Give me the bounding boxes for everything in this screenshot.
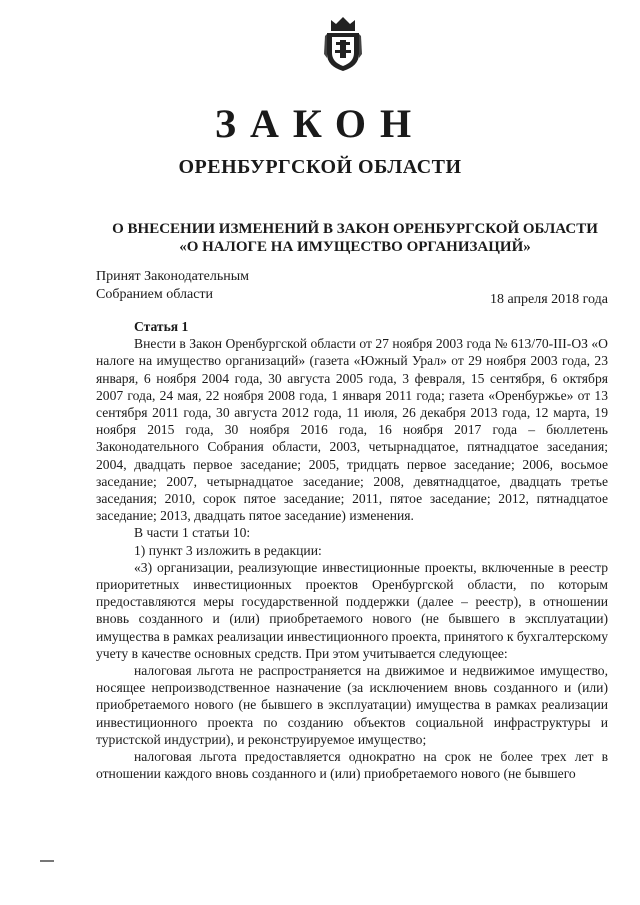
adoption-note-line-2: Собранием области [96,287,214,302]
adoption-note [96,268,249,304]
scan-mark [40,860,54,862]
coat-of-arms-emblem [322,14,364,74]
law-heading-line-1: О ВНЕСЕНИИ ИЗМЕНЕНИЙ В ЗАКОН ОРЕНБУРГСКОЙ ОБЛАСТИ [112,221,598,237]
document-subtitle: ОРЕНБУРГСКОЙ ОБЛАСТИ [178,156,462,178]
paragraph: налоговая льгота предоставляется однократно на срок не более трех лет в отношении каждого вновь созданного и (или) приобретаемого нового (не бывшего [96,749,608,782]
document-body [96,318,608,782]
law-heading-line-2: «О НАЛОГЕ НА ИМУЩЕСТВО ОРГАНИЗАЦИЙ» [179,239,531,255]
paragraph: Внести в Закон Оренбургской области от 27 ноября 2003 года № 613/70-III-ОЗ «О налоге на имущество организаций» (газета «Южный Урал» от 29 ноября 2003 года, 23 января, 6 ноября 2004 года, 30 августа 2005 года, 3 февраля, 15 сентября, 6 октября 2007 года, 24 мая, 22 ноября 2008 года, 1 января 2011 года; газета «Оренбуржье» от 13 сентября 2011 года, 30 августа 2012 года, 11 июля, 26 декабря 2013 года, 12 марта, 19 ноября 2015 года, 30 ноября 2016 года, 16 ноября 2017 года – бюллетень Законодательного Собрания области, 2003, четырнадцатое, пятнадцатое заседания; 2004, двадцать первое заседание; 2005, тридцать первое заседание; 2006, восьмое заседание; 2007, четырнадцатое заседание; 2008, девятнадцатое, двадцать третье заседания; 2010, сорок пятое заседание; 2011, пятое заседание; 2012, пятнадцатое заседание; 2013, двадцать пятое заседание) изменения. [96,336,608,524]
paragraph: «3) организации, реализующие инвестиционные проекты, включенные в реестр приоритетных инвестиционных проектов Оренбургской области, по которым предоставляются меры государственной поддержки (далее – реестр), в отношении вновь созданного и (или) приобретаемого нового (не бывшего в эксплуатации) имущества в рамках реализации инвестиционного проекта, принятого к бухгалтерскому учету в качестве основных средств. При этом учитывается следующее: [96,559,608,661]
adoption-date: 18 апреля 2018 года [490,292,608,307]
paragraph: В части 1 статьи 10: [134,525,251,541]
adoption-note-line-1: Принят Законодательным [96,269,249,284]
article-title: Статья 1 [134,319,189,334]
paragraph: налоговая льгота не распространяется на движимое и недвижимое имущество, носящее непроизводственное назначение (за исключением вновь созданного и (или) приобретаемого нового (не бывшего в эксплуатации) имущества в рамках реализации инвестиционного проекта по созданию объектов социальной инфраструктуры и туристской индустрии), и реконструируемое имущество; [96,663,608,747]
paragraph: 1) пункт 3 изложить в редакции: [134,542,322,558]
law-heading [95,220,615,256]
document-title: ЗАКОН [214,101,426,146]
